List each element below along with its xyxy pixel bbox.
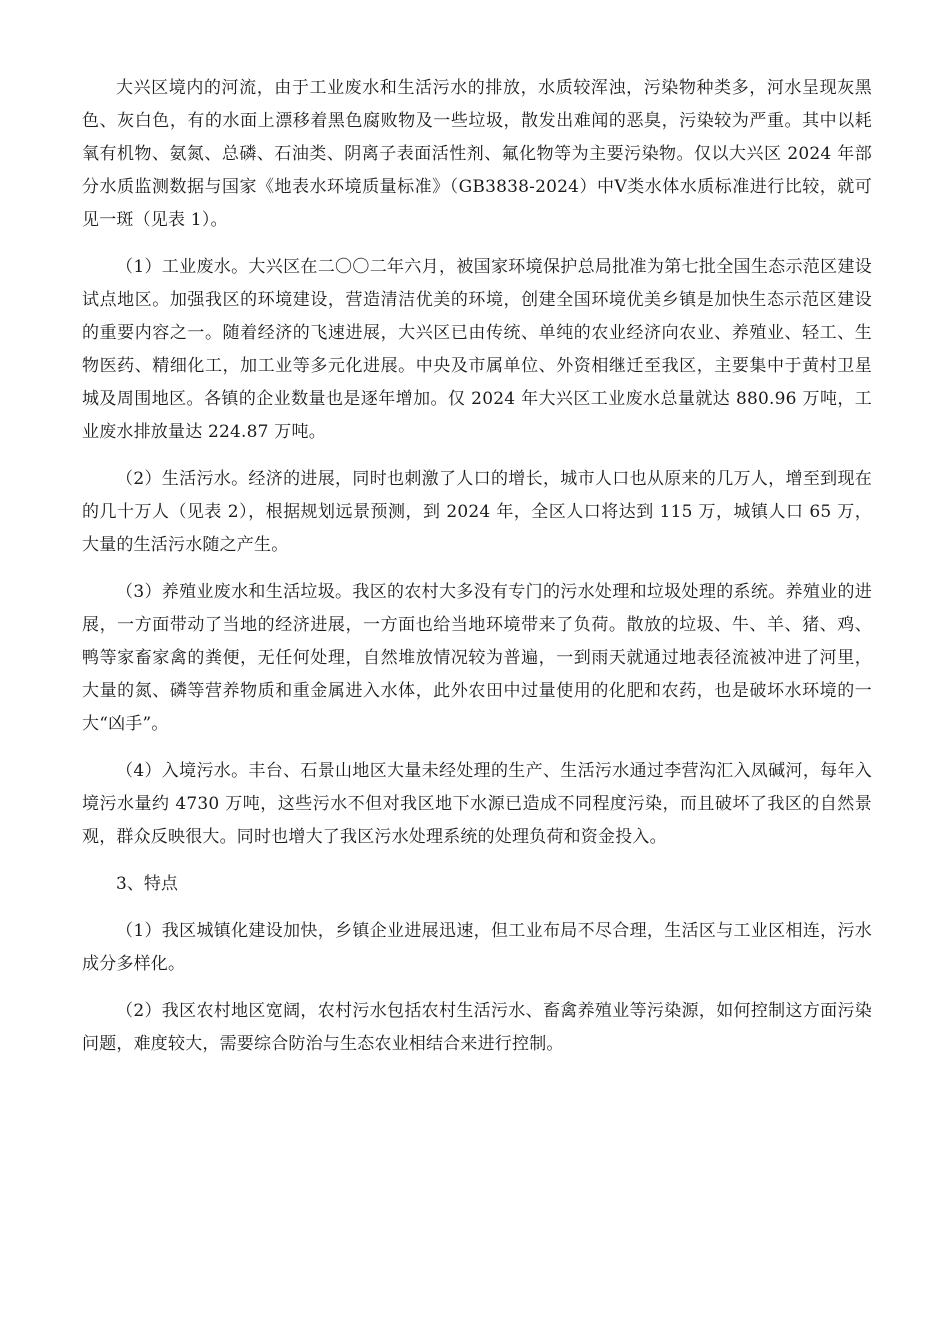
inflow-sewage-paragraph: （4）入境污水。丰台、石景山地区大量未经处理的生产、生活污水通过李营沟汇入凤碱河，每年入境污水量约 4730 万吨，这些污水不但对我区地下水源已造成不同程度污染，而且破坏了我区的自然景观，群众反映很大。同时也增大了我区污水处理系统的处理负荷和资金投入。 [82, 761, 872, 847]
livestock-waste-paragraph: （3）养殖业废水和生活垃圾。我区的农村大多没有专门的污水处理和垃圾处理的系统。养殖业的进展，一方面带动了当地的经济进展，一方面也给当地环境带来了负荷。散放的垃圾、牛、羊、猪、鸡、鸭等家畜家禽的粪便，无任何处理，自然堆放情况较为普遍，一到雨天就通过地表径流被冲进了河里，大量的氮、磷等营养物质和重金属进入水体，此外农田中过量使用的化肥和农药，也是破坏水环境的一大“凶手”。 [82, 582, 872, 734]
domestic-sewage-paragraph: （2）生活污水。经济的进展，同时也刺激了人口的增长，城市人口也从原来的几万人，增至到现在的几十万人（见表 2），根据规划远景预测，到 2024 年，全区人口将达到 115 万，城镇人口 65 万，大量的生活污水随之产生。 [82, 469, 872, 555]
characteristic-paragraph-2: （2）我区农村地区宽阔，农村污水包括农村生活污水、畜禽养殖业等污染源，如何控制这方面污染问题，难度较大，需要综合防治与生态农业相结合来进行控制。 [82, 1001, 872, 1054]
industrial-wastewater-paragraph: （1）工业废水。大兴区在二〇〇二年六月，被国家环境保护总局批准为第七批全国生态示范区建设试点地区。加强我区的环境建设，营造清洁优美的环境，创建全国环境优美乡镇是加快生态示范区建设的重要内容之一。随着经济的飞速进展，大兴区已由传统、单纯的农业经济向农业、养殖业、轻工、生物医药、精细化工，加工业等多元化进展。中央及市属单位、外资相继迁至我区，主要集中于黄村卫星城及周围地区。各镇的企业数量也是逐年增加。仅 2024 年大兴区工业废水总量就达 880.96 万吨，工业废水排放量达 224.87 万吨。 [82, 257, 872, 442]
characteristic-paragraph-1: （1）我区城镇化建设加快，乡镇企业进展迅速，但工业布局不尽合理，生活区与工业区相连，污水成分多样化。 [82, 921, 872, 974]
document-page [82, 72, 872, 1075]
section-heading-characteristics: 3、特点 [116, 874, 178, 894]
intro-paragraph: 大兴区境内的河流，由于工业废水和生活污水的排放，水质较浑浊，污染物种类多，河水呈现灰黑色、灰白色，有的水面上漂移着黑色腐败物及一些垃圾，散发出难闻的恶臭，污染较为严重。其中以耗氧有机物、氨氮、总磷、石油类、阴离子表面活性剂、氟化物等为主要污染物。仅以大兴区 2024 年部分水质监测数据与国家《地表水环境质量标准》（GB3838-2024）中Ⅴ类水体水质标准进行比较，就可见一斑（见表 1）。 [82, 78, 872, 230]
